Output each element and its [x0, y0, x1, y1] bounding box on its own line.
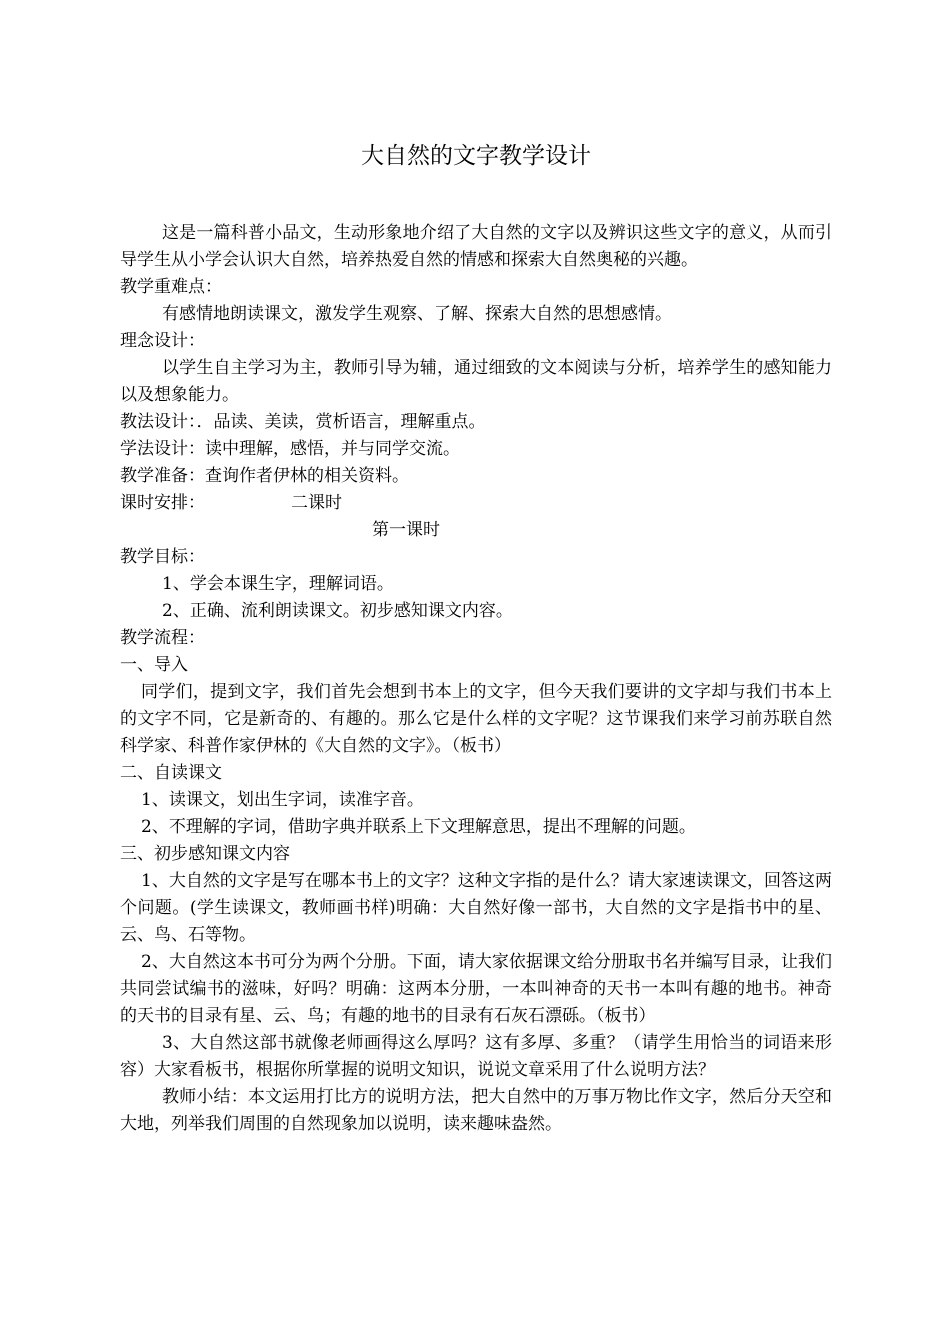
section-2-item-1: 1、读课文，划出生字词，读准字音。: [141, 790, 424, 810]
goal-item-2: 2、正确、流利朗读课文。初步感知课文内容。: [162, 601, 513, 621]
schedule-label: 课时安排：: [120, 493, 205, 513]
document-page: [120, 140, 832, 1138]
key-points-heading: 教学重难点：: [120, 277, 222, 297]
section-3-item-2: 2、大自然这本书可分为两个分册。下面，请大家依据课文给分册取书名并编写目录，让我们共同尝试编书的滋味，好吗？明确：这两本分册，一本叫神奇的天书一本叫有趣的地书。神奇的天书的目录有星、云、鸟；有趣的地书的目录有石灰石漂砾。（板书）: [120, 952, 832, 1026]
section-1-heading: 一、导入: [120, 655, 188, 675]
document-title: 大自然的文字教学设计: [361, 143, 591, 169]
goals-heading: 教学目标：: [120, 547, 205, 567]
concept-heading: 理念设计：: [120, 331, 205, 351]
learning-method-line: 学法设计：读中理解，感悟，并与同学交流。: [120, 439, 460, 459]
process-heading: 教学流程：: [120, 628, 205, 648]
goal-item-1: 1、学会本课生字，理解词语。: [162, 574, 394, 594]
section-3-item-3: 3、大自然这部书就像老师画得这么厚吗？这有多厚、多重？（请学生用恰当的词语来形容）大家看板书，根据你所掌握的说明文知识，说说文章采用了什么说明方法？: [120, 1033, 832, 1080]
preparation-line: 教学准备：查询作者伊林的相关资料。: [120, 466, 409, 486]
lesson-one-heading: 第一课时: [372, 520, 440, 540]
section-3-heading: 三、初步感知课文内容: [120, 844, 290, 864]
summary-paragraph: 教师小结：本文运用打比方的说明方法，把大自然中的万事万物比作文字，然后分天空和大地，列举我们周围的自然现象加以说明，读来趣味盎然。: [120, 1087, 832, 1134]
key-points-paragraph: 有感情地朗读课文，激发学生观察、了解、探索大自然的思想感情。: [162, 304, 672, 324]
section-2-heading: 二、自读课文: [120, 763, 222, 783]
schedule-line: [120, 490, 832, 517]
teaching-method-line: 教法设计：．品读、美读，赏析语言，理解重点。: [120, 412, 486, 432]
schedule-value: 二课时: [291, 493, 342, 513]
section-1-paragraph: 同学们，提到文字，我们首先会想到书本上的文字，但今天我们要讲的文字却与我们书本上的文字不同，它是新奇的、有趣的。那么它是什么样的文字呢？这节课我们来学习前苏联自然科学家、科普作家伊林的《大自然的文字》。（板书）: [120, 682, 832, 756]
intro-paragraph: 这是一篇科普小品文，生动形象地介绍了大自然的文字以及辨识这些文字的意义，从而引导学生从小学会认识大自然，培养热爱自然的情感和探索大自然奥秘的兴趣。: [120, 223, 832, 270]
section-3-item-1: 1、大自然的文字是写在哪本书上的文字？这种文字指的是什么？请大家速读课文，回答这两个问题。(学生读课文，教师画书样)明确：大自然好像一部书，大自然的文字是指书中的星、云、鸟、石等物。: [120, 871, 832, 945]
section-2-item-2: 2、不理解的字词，借助字典并联系上下文理解意思，提出不理解的问题。: [141, 817, 696, 837]
concept-paragraph: 以学生自主学习为主，教师引导为辅，通过细致的文本阅读与分析，培养学生的感知能力以及想象能力。: [120, 358, 832, 405]
